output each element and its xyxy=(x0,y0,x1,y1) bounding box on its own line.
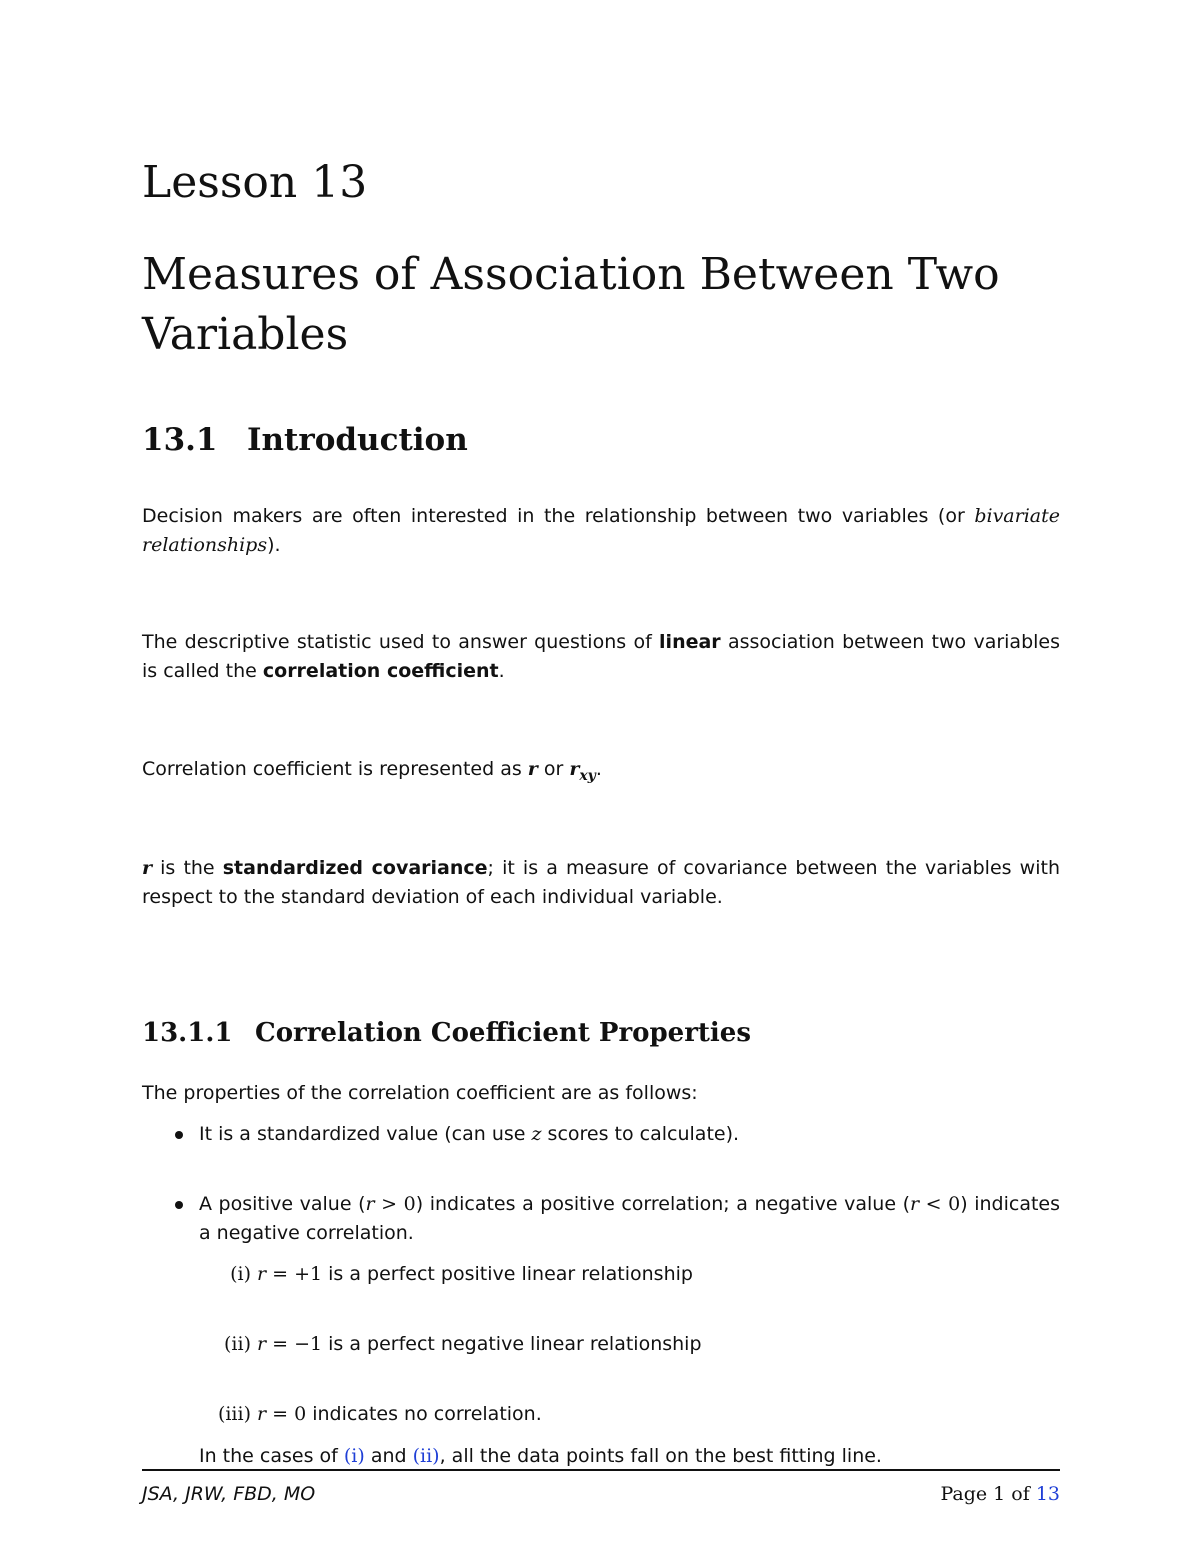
symbol-r: r xyxy=(142,857,153,879)
notation-text-mid: or xyxy=(537,758,570,780)
definition-text-mid: association between two variables is called the xyxy=(142,631,1060,682)
bullet-text-end: scores to calculate). xyxy=(541,1123,740,1145)
bullet-text: A positive value ( xyxy=(199,1193,366,1215)
bullet-text-end: ) indicates a negative correlation. xyxy=(199,1193,1060,1244)
notation-text: Correlation coefficient is represented as xyxy=(142,758,528,780)
symbol-r: r xyxy=(527,758,538,780)
case-text: is a perfect positive linear relationship xyxy=(322,1263,693,1285)
bold-term-correlation-coefficient: correlation coefficient xyxy=(262,660,499,682)
page-prefix: Page 1 of xyxy=(940,1483,1036,1505)
covariance-text: is the xyxy=(152,857,223,879)
case-label: (iii) xyxy=(217,1403,251,1425)
list-item xyxy=(142,1120,1060,1149)
section-heading xyxy=(142,418,468,462)
case-text: indicates no correlation. xyxy=(306,1403,542,1425)
case-ref-link-ii[interactable]: (ii) xyxy=(412,1445,440,1467)
notation-paragraph xyxy=(142,755,1060,791)
covariance-text-end: ; it is a measure of covariance between the variables with respect to the standard deviation of each individual variable. xyxy=(142,857,1060,908)
symbol-z: z xyxy=(531,1123,542,1145)
case-ref-link-i[interactable]: (i) xyxy=(343,1445,365,1467)
case-item-ii xyxy=(199,1330,1060,1359)
symbol-r: r xyxy=(910,1193,920,1215)
case-expression: = −1 xyxy=(266,1333,323,1355)
intro-italic-term: bivariate relationships xyxy=(142,505,1060,556)
bold-term-standardized-covariance: standardized covariance xyxy=(222,857,488,879)
condition-positive: > 0 xyxy=(374,1193,416,1215)
footer-authors: JSA, JRW, FBD, MO xyxy=(142,1483,316,1505)
definition-text: The descriptive statistic used to answer questions of xyxy=(142,631,660,653)
intro-paragraph xyxy=(142,502,1060,560)
intro-text: Decision makers are often interested in the relationship between two variables (or xyxy=(142,505,975,527)
symbol-r: r xyxy=(257,1333,267,1355)
case-item-iii xyxy=(199,1400,1060,1429)
properties-list xyxy=(142,1120,1060,1471)
closing-text-end: , all the data points fall on the best fitting line. xyxy=(439,1445,882,1467)
lesson-label: Lesson 13 xyxy=(142,157,368,208)
symbol-r: r xyxy=(257,1403,267,1425)
covariance-paragraph xyxy=(142,854,1060,912)
case-expression: = +1 xyxy=(266,1263,323,1285)
case-item-i xyxy=(199,1260,1060,1289)
subscript-xy: xy xyxy=(579,767,596,784)
case-text: is a perfect negative linear relationship xyxy=(322,1333,702,1355)
subsection-heading xyxy=(142,1013,751,1053)
section-title: Introduction xyxy=(247,422,468,458)
bullet-icon xyxy=(175,1131,183,1139)
symbol-r: r xyxy=(365,1193,375,1215)
case-label: (ii) xyxy=(224,1333,251,1355)
footer-divider xyxy=(142,1469,1060,1471)
subsection-number: 13.1.1 xyxy=(142,1018,233,1048)
properties-intro: The properties of the correlation coefficient are as follows: xyxy=(142,1082,698,1104)
closing-text: In the cases of xyxy=(199,1445,344,1467)
section-number: 13.1 xyxy=(142,422,218,458)
footer-page-number xyxy=(940,1480,1060,1508)
bullet-icon xyxy=(175,1201,183,1209)
definition-paragraph xyxy=(142,628,1060,686)
bullet-text-mid: ) indicates a positive correlation; a negative value ( xyxy=(415,1193,910,1215)
symbol-r-xy: r xyxy=(569,758,580,780)
bold-term-linear: linear xyxy=(659,631,721,653)
case-label: (i) xyxy=(230,1263,251,1285)
case-expression: = 0 xyxy=(266,1403,307,1425)
closing-text-mid: and xyxy=(364,1445,413,1467)
page-title: Measures of Association Between Two Variables xyxy=(142,249,1000,360)
condition-negative: < 0 xyxy=(919,1193,961,1215)
symbol-r: r xyxy=(257,1263,267,1285)
page-total-link[interactable]: 13 xyxy=(1035,1483,1060,1505)
notation-text-end: . xyxy=(595,758,602,780)
definition-text-end: . xyxy=(498,660,505,682)
subsection-title: Correlation Coefficient Properties xyxy=(255,1018,751,1048)
intro-text-end: ). xyxy=(267,534,281,556)
bullet-text: It is a standardized value (can use xyxy=(199,1123,532,1145)
closing-sentence xyxy=(199,1442,1060,1471)
list-item xyxy=(142,1190,1060,1471)
cases-list xyxy=(199,1260,1060,1429)
